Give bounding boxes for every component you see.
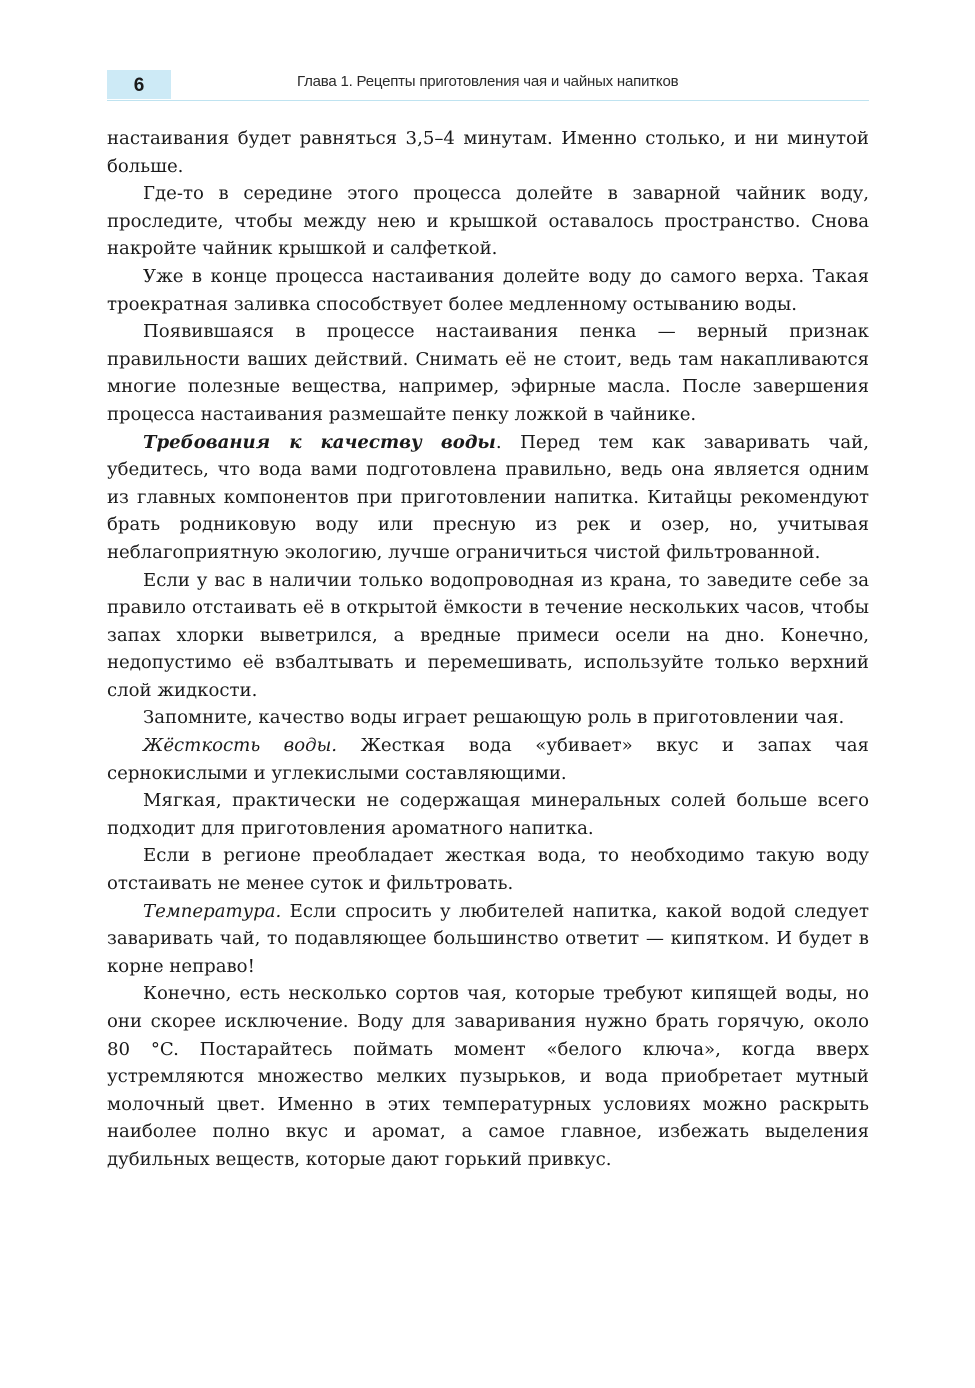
paragraph — [107, 980, 869, 1173]
paragraph-text: настаивания будет равняться 3,5–4 минутам. Именно столько, и ни минутой больше. — [107, 128, 869, 177]
paragraph — [107, 125, 869, 180]
paragraph — [107, 429, 869, 567]
running-title: Глава 1. Рецепты приготовления чая и чайных напитков — [297, 73, 679, 90]
paragraph — [107, 842, 869, 897]
paragraph — [107, 732, 869, 787]
run-in-heading: Жёсткость воды. — [143, 735, 338, 757]
run-in-heading: Требования к качеству воды — [143, 431, 496, 453]
running-header — [107, 70, 869, 101]
run-in-heading: Температура. — [143, 900, 282, 922]
paragraph — [107, 180, 869, 263]
paragraph — [107, 704, 869, 732]
paragraph — [107, 787, 869, 842]
paragraph-text: Жесткая вода «убивает» вкус и запах чая сернокислыми и углекислыми составляющими. — [107, 735, 869, 784]
paragraph-text: Где-то в середине этого процесса долейте в заварной чайник воду, проследите, чтобы между нею и крышкой оставалось пространство. Снова накройте чайник крышкой и салфеткой. — [107, 183, 869, 260]
paragraph-text: Конечно, есть несколько сортов чая, которые требуют кипящей воды, но они скорее исключение. Воду для заваривания нужно брать горячую, около 80 °C. Постарайтесь поймать момент «белого ключа», когда вверх устремляются множество мелких пузырьков, и вода приобретает мутный молочный цвет. Именно в этих температурных условиях можно раскрыть наиболее полно вкус и аромат, а самое главное, избежать выделения дубильных веществ, которые дают горький привкус. — [107, 983, 869, 1170]
paragraph — [107, 567, 869, 705]
paragraph-text: . Перед тем как заваривать чай, убедитесь, что вода вами подготовлена правильно, ведь она является одним из главных компонентов при приготовлении напитка. Китайцы рекомендуют брать родниковую воду или пресную из рек и озер, но, учитывая неблагоприятную экологию, лучше ограничиться чистой фильтрованной. — [107, 431, 869, 563]
paragraph-text: Уже в конце процесса настаивания долейте воду до самого верха. Такая троекратная заливка способствует более медленному остыванию воды. — [107, 265, 869, 315]
paragraph — [107, 898, 869, 981]
paragraph — [107, 263, 869, 318]
paragraph — [107, 318, 869, 428]
paragraph-text: Запомните, качество воды играет решающую роль в приготовлении чая. — [143, 707, 845, 729]
paragraph-text: Появившаяся в процессе настаивания пенка — верный признак правильности ваших действий. Снимать её не стоит, ведь там накапливаются многие полезные вещества, например, эфирные масла. После завершения процесса настаивания размешайте пенку ложкой в чайнике. — [107, 321, 869, 425]
paragraph-text: Если спросить у любителей напитка, какой водой следует заваривать чай, то подавляющее большинство ответит — кипятком. И будет в корне неправо! — [107, 900, 869, 977]
body-text — [107, 125, 869, 1174]
paragraph-text: Если у вас в наличии только водопроводная из крана, то заведите себе за правило отстаивать её в открытой ёмкости в течение нескольких часов, чтобы запах хлорки выветрился, а вредные примеси осели на дно. Конечно, недопустимо её взбалтывать и перемешивать, используйте только верхний слой жидкости. — [107, 569, 869, 701]
paragraph-text: Мягкая, практически не содержащая минеральных солей больше всего подходит для приготовления ароматного напитка. — [107, 790, 869, 839]
paragraph-text: Если в регионе преобладает жесткая вода, то необходимо такую воду отстаивать не менее суток и фильтровать. — [107, 845, 869, 895]
page-number: 6 — [107, 70, 171, 99]
